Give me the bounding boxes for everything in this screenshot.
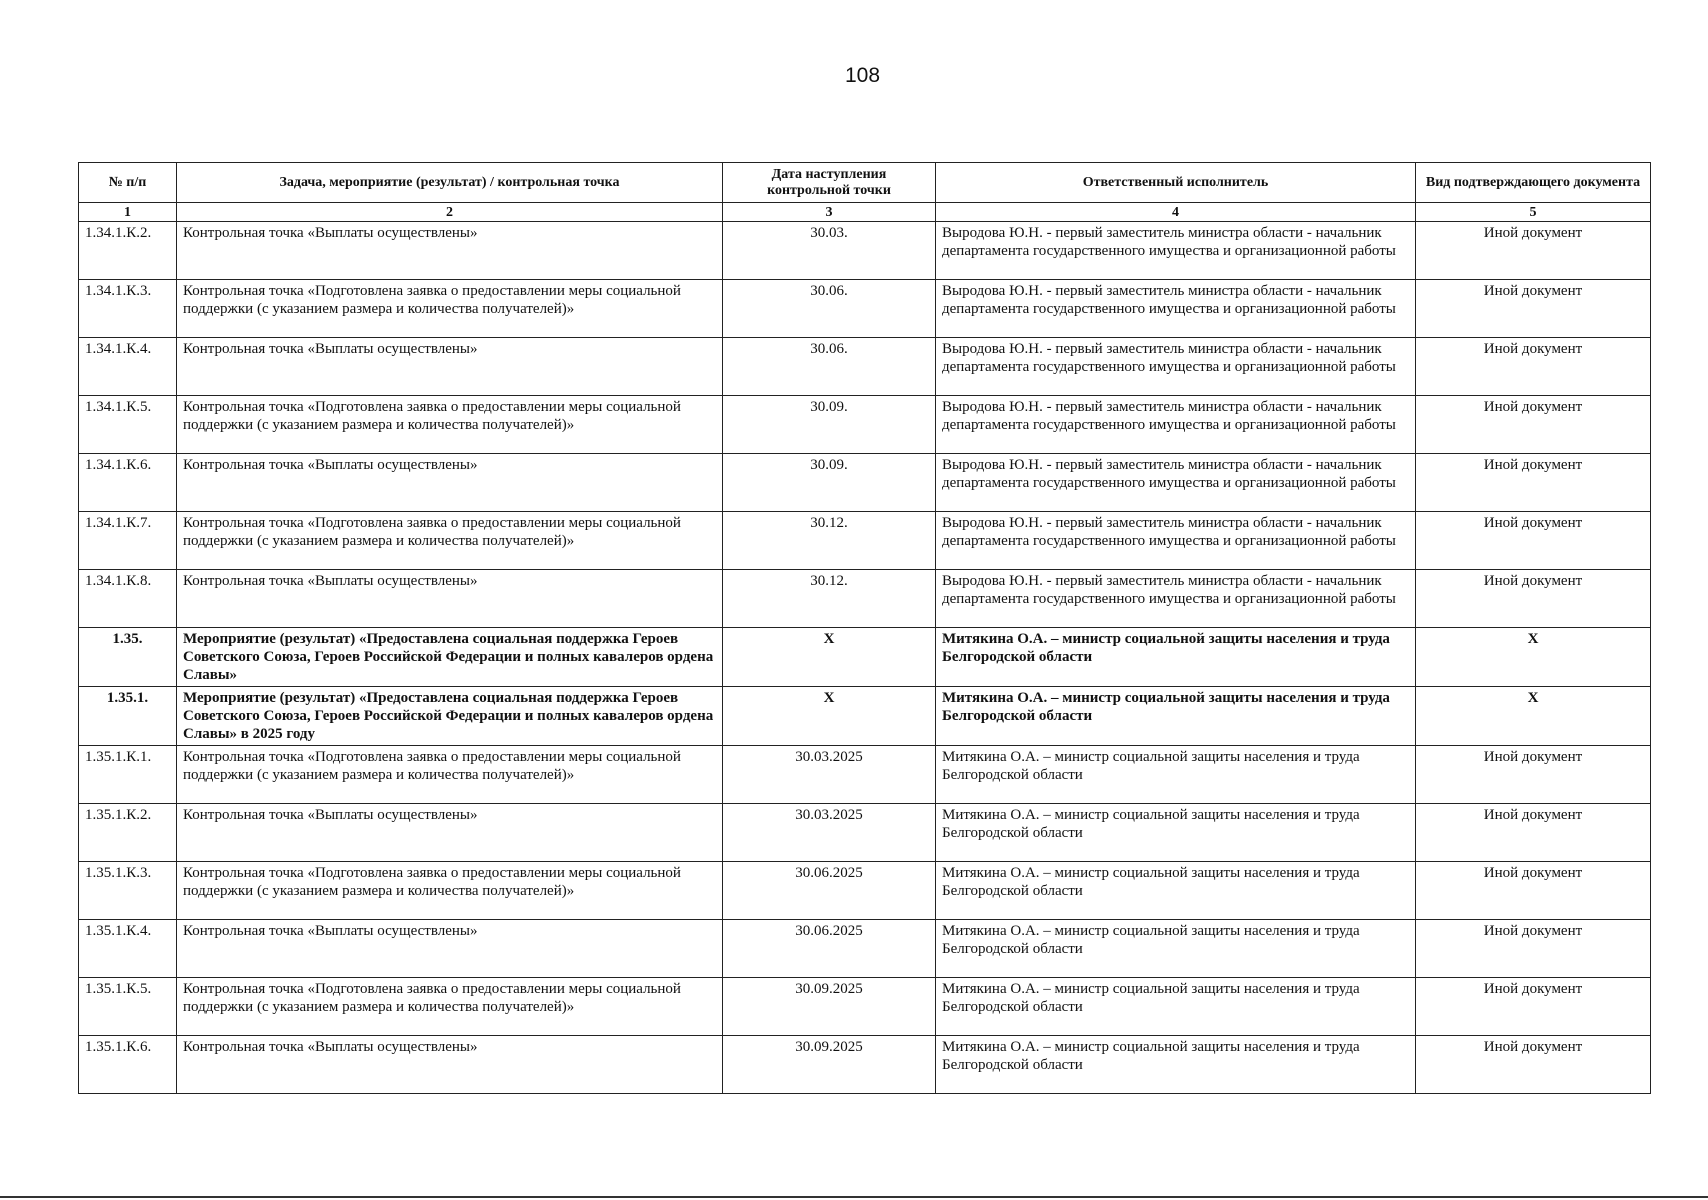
page-number: 108 bbox=[844, 64, 881, 87]
document-type-cell: Иной документ bbox=[1416, 978, 1651, 1036]
responsible-cell: Митякина О.А. – министр социальной защиты населения и труда Белгородской области bbox=[936, 1036, 1416, 1094]
row-number-cell: 1.35.1. bbox=[79, 687, 177, 746]
task-cell: Контрольная точка «Подготовлена заявка о предоставлении меры социальной поддержки (с указанием размера и количества получателей)» bbox=[177, 396, 723, 454]
responsible-cell: Выродова Ю.Н. - первый заместитель министра области - начальник департамента государственного имущества и организационной работы bbox=[936, 454, 1416, 512]
document-type-cell: Иной документ bbox=[1416, 746, 1651, 804]
table-row bbox=[79, 338, 1651, 396]
row-number-cell: 1.35.1.К.2. bbox=[79, 804, 177, 862]
task-cell: Контрольная точка «Выплаты осуществлены» bbox=[177, 570, 723, 628]
responsible-cell: Митякина О.А. – министр социальной защиты населения и труда Белгородской области bbox=[936, 978, 1416, 1036]
table-row bbox=[79, 512, 1651, 570]
date-cell: 30.06.2025 bbox=[723, 920, 936, 978]
column-index: 2 bbox=[177, 203, 723, 222]
date-cell: X bbox=[723, 628, 936, 687]
table-row bbox=[79, 454, 1651, 512]
responsible-cell: Выродова Ю.Н. - первый заместитель министра области - начальник департамента государственного имущества и организационной работы bbox=[936, 222, 1416, 280]
column-index-row bbox=[79, 203, 1651, 222]
task-cell: Контрольная точка «Выплаты осуществлены» bbox=[177, 454, 723, 512]
task-cell: Контрольная точка «Подготовлена заявка о предоставлении меры социальной поддержки (с указанием размера и количества получателей)» bbox=[177, 512, 723, 570]
column-header-document: Вид подтверждающего документа bbox=[1416, 163, 1651, 203]
date-cell: 30.06. bbox=[723, 280, 936, 338]
column-header-number: № п/п bbox=[79, 163, 177, 203]
table-body bbox=[79, 222, 1651, 1094]
row-number-cell: 1.35.1.К.1. bbox=[79, 746, 177, 804]
date-cell: 30.09. bbox=[723, 396, 936, 454]
table-row bbox=[79, 920, 1651, 978]
row-number-cell: 1.35. bbox=[79, 628, 177, 687]
table-row bbox=[79, 804, 1651, 862]
table-row bbox=[79, 862, 1651, 920]
responsible-cell: Митякина О.А. – министр социальной защиты населения и труда Белгородской области bbox=[936, 804, 1416, 862]
responsible-cell: Выродова Ю.Н. - первый заместитель министра области - начальник департамента государственного имущества и организационной работы bbox=[936, 396, 1416, 454]
document-type-cell: Иной документ bbox=[1416, 454, 1651, 512]
document-type-cell: Иной документ bbox=[1416, 280, 1651, 338]
date-cell: 30.03.2025 bbox=[723, 804, 936, 862]
document-type-cell: Иной документ bbox=[1416, 862, 1651, 920]
column-index: 5 bbox=[1416, 203, 1651, 222]
table-row bbox=[79, 628, 1651, 687]
row-number-cell: 1.34.1.К.3. bbox=[79, 280, 177, 338]
column-header-responsible: Ответственный исполнитель bbox=[936, 163, 1416, 203]
table-row bbox=[79, 280, 1651, 338]
responsible-cell: Выродова Ю.Н. - первый заместитель министра области - начальник департамента государственного имущества и организационной работы bbox=[936, 512, 1416, 570]
row-number-cell: 1.35.1.К.3. bbox=[79, 862, 177, 920]
task-cell: Контрольная точка «Подготовлена заявка о предоставлении меры социальной поддержки (с указанием размера и количества получателей)» bbox=[177, 978, 723, 1036]
document-type-cell: Иной документ bbox=[1416, 920, 1651, 978]
table-header-row bbox=[79, 163, 1651, 203]
row-number-cell: 1.34.1.К.8. bbox=[79, 570, 177, 628]
page-edge-line bbox=[0, 1196, 1708, 1198]
row-number-cell: 1.35.1.К.6. bbox=[79, 1036, 177, 1094]
document-type-cell: Иной документ bbox=[1416, 570, 1651, 628]
document-type-cell: Иной документ bbox=[1416, 1036, 1651, 1094]
row-number-cell: 1.34.1.К.4. bbox=[79, 338, 177, 396]
row-number-cell: 1.34.1.К.6. bbox=[79, 454, 177, 512]
document-type-cell: X bbox=[1416, 628, 1651, 687]
task-cell: Мероприятие (результат) «Предоставлена социальная поддержка Героев Советского Союза, Героев Российской Федерации и полных кавалеров ордена Славы» в 2025 году bbox=[177, 687, 723, 746]
column-index: 4 bbox=[936, 203, 1416, 222]
row-number-cell: 1.34.1.К.5. bbox=[79, 396, 177, 454]
date-cell: 30.09.2025 bbox=[723, 1036, 936, 1094]
task-cell: Контрольная точка «Выплаты осуществлены» bbox=[177, 920, 723, 978]
column-index: 3 bbox=[723, 203, 936, 222]
date-cell: 30.06. bbox=[723, 338, 936, 396]
date-cell: 30.12. bbox=[723, 570, 936, 628]
document-type-cell: Иной документ bbox=[1416, 222, 1651, 280]
control-points-table bbox=[78, 162, 1651, 1094]
table-row bbox=[79, 396, 1651, 454]
document-type-cell: Иной документ bbox=[1416, 804, 1651, 862]
document-type-cell: X bbox=[1416, 687, 1651, 746]
responsible-cell: Выродова Ю.Н. - первый заместитель министра области - начальник департамента государственного имущества и организационной работы bbox=[936, 280, 1416, 338]
column-index: 1 bbox=[79, 203, 177, 222]
table-row bbox=[79, 570, 1651, 628]
date-cell: 30.12. bbox=[723, 512, 936, 570]
date-cell: 30.09.2025 bbox=[723, 978, 936, 1036]
task-cell: Контрольная точка «Выплаты осуществлены» bbox=[177, 222, 723, 280]
task-cell: Контрольная точка «Выплаты осуществлены» bbox=[177, 1036, 723, 1094]
column-header-date: Дата наступления контрольной точки bbox=[723, 163, 936, 203]
date-cell: 30.06.2025 bbox=[723, 862, 936, 920]
document-type-cell: Иной документ bbox=[1416, 512, 1651, 570]
row-number-cell: 1.35.1.К.4. bbox=[79, 920, 177, 978]
column-header-task: Задача, мероприятие (результат) / контрольная точка bbox=[177, 163, 723, 203]
table-row bbox=[79, 978, 1651, 1036]
task-cell: Контрольная точка «Подготовлена заявка о предоставлении меры социальной поддержки (с указанием размера и количества получателей)» bbox=[177, 862, 723, 920]
row-number-cell: 1.35.1.К.5. bbox=[79, 978, 177, 1036]
task-cell: Мероприятие (результат) «Предоставлена социальная поддержка Героев Советского Союза, Героев Российской Федерации и полных кавалеров ордена Славы» bbox=[177, 628, 723, 687]
table-row bbox=[79, 1036, 1651, 1094]
task-cell: Контрольная точка «Подготовлена заявка о предоставлении меры социальной поддержки (с указанием размера и количества получателей)» bbox=[177, 280, 723, 338]
date-cell: X bbox=[723, 687, 936, 746]
table-row bbox=[79, 687, 1651, 746]
task-cell: Контрольная точка «Выплаты осуществлены» bbox=[177, 338, 723, 396]
document-type-cell: Иной документ bbox=[1416, 338, 1651, 396]
responsible-cell: Митякина О.А. – министр социальной защиты населения и труда Белгородской области bbox=[936, 862, 1416, 920]
responsible-cell: Выродова Ю.Н. - первый заместитель министра области - начальник департамента государственного имущества и организационной работы bbox=[936, 570, 1416, 628]
table-row bbox=[79, 746, 1651, 804]
responsible-cell: Митякина О.А. – министр социальной защиты населения и труда Белгородской области bbox=[936, 920, 1416, 978]
responsible-cell: Митякина О.А. – министр социальной защиты населения и труда Белгородской области bbox=[936, 746, 1416, 804]
table-row bbox=[79, 222, 1651, 280]
date-cell: 30.09. bbox=[723, 454, 936, 512]
date-cell: 30.03. bbox=[723, 222, 936, 280]
date-cell: 30.03.2025 bbox=[723, 746, 936, 804]
task-cell: Контрольная точка «Выплаты осуществлены» bbox=[177, 804, 723, 862]
row-number-cell: 1.34.1.К.2. bbox=[79, 222, 177, 280]
responsible-cell: Митякина О.А. – министр социальной защиты населения и труда Белгородской области bbox=[936, 628, 1416, 687]
responsible-cell: Выродова Ю.Н. - первый заместитель министра области - начальник департамента государственного имущества и организационной работы bbox=[936, 338, 1416, 396]
task-cell: Контрольная точка «Подготовлена заявка о предоставлении меры социальной поддержки (с указанием размера и количества получателей)» bbox=[177, 746, 723, 804]
row-number-cell: 1.34.1.К.7. bbox=[79, 512, 177, 570]
document-type-cell: Иной документ bbox=[1416, 396, 1651, 454]
responsible-cell: Митякина О.А. – министр социальной защиты населения и труда Белгородской области bbox=[936, 687, 1416, 746]
